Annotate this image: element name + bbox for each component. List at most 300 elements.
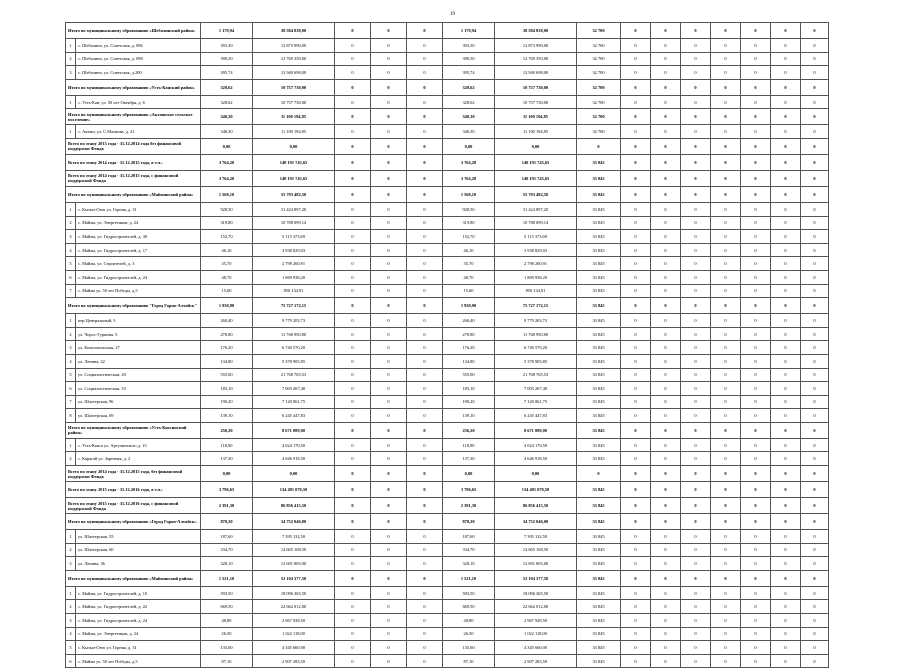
table-cell: 0 (711, 395, 741, 409)
table-cell: 328,10 (443, 557, 495, 571)
table-cell: 0 (741, 654, 771, 668)
table-cell: 260,40 (443, 314, 495, 328)
table-cell: 0 (407, 382, 443, 396)
table-cell: 0 (371, 216, 407, 230)
row-address: с. Шебалино, ул. Советская, д.200 (76, 66, 201, 80)
table-row (66, 216, 829, 230)
table-cell: 0 (621, 109, 651, 125)
table-cell: 3 796,65 (201, 482, 253, 498)
row-number: 8 (66, 409, 76, 423)
table-cell: 0 (651, 452, 681, 466)
table-cell: 0 (371, 39, 407, 53)
table-cell: 0 (651, 498, 681, 514)
table-cell: 0 (371, 109, 407, 125)
table-row (66, 614, 829, 628)
table-cell: 0 (371, 614, 407, 628)
table-cell: 48,80 (201, 614, 253, 628)
table-cell: 0 (335, 230, 371, 244)
table-cell: 0 (621, 257, 651, 271)
table-cell: 0 (407, 466, 443, 482)
table-cell: 2 798 260,91 (495, 257, 577, 271)
table-cell: 0 (335, 66, 371, 80)
table-cell: 0 (407, 586, 443, 600)
table-cell: 0 (801, 39, 829, 53)
table-cell: 0 (651, 627, 681, 641)
table-cell: 0 (371, 395, 407, 409)
table-cell: 0 (741, 586, 771, 600)
table-cell: 0 (801, 600, 829, 614)
table-cell: 0 (801, 654, 829, 668)
table-cell: 33 845 (577, 186, 621, 202)
table-cell: 0 (371, 138, 407, 154)
table-cell: 0 (771, 641, 801, 655)
table-cell: 0 (711, 109, 741, 125)
table-cell: 33 845 (577, 614, 621, 628)
table-cell: 395,74 (443, 66, 495, 80)
table-cell: 3 938 829,03 (495, 243, 577, 257)
table-cell: 340,30 (201, 109, 253, 125)
table-cell: 0 (771, 270, 801, 284)
table-cell: 134 481 070,50 (495, 482, 577, 498)
table-cell: 11 100 194,85 (253, 109, 335, 125)
row-address: ул. Шахтерская, 60 (76, 543, 201, 557)
table-cell: 0 (335, 298, 371, 314)
row-label: Итого по муниципальному образованию «Усть-Канский район» (66, 79, 201, 95)
table-cell: 2 967 928,50 (495, 614, 577, 628)
table-cell: 0 (371, 514, 407, 530)
row-label: Всего по этапу 2013 года - 31.12.2014 года без финансовой поддержки Фонда (66, 138, 201, 154)
table-cell: 0 (771, 95, 801, 109)
table-cell: 278,80 (443, 327, 495, 341)
table-cell: 75 727 172,15 (495, 298, 577, 314)
table-cell: 0 (711, 409, 741, 423)
table-cell: 0 (711, 438, 741, 452)
row-label: Итого по муниципальному образованию «Город Горно-Алтайск» (66, 514, 201, 530)
table-cell: 0 (371, 466, 407, 482)
table-cell: 0 (681, 95, 711, 109)
table-row (66, 382, 829, 396)
table-cell: 0 (335, 202, 371, 216)
table-cell: 0 (621, 438, 651, 452)
table-cell: 593,50 (443, 586, 495, 600)
table-cell: 0 (741, 438, 771, 452)
table-cell: 0 (335, 395, 371, 409)
row-address: с. Майма, ул. Гидростроителей, д. 10 (76, 586, 201, 600)
table-cell: 183,10 (201, 382, 253, 396)
table-cell: 38 584 838,00 (253, 23, 335, 39)
table-cell: 33 845 (577, 170, 621, 186)
table-row (66, 395, 829, 409)
table-cell: 0 (801, 498, 829, 514)
table-cell: 0 (771, 586, 801, 600)
table-cell: 10 757 730,00 (253, 79, 335, 95)
table-cell: 55 793 482,50 (495, 186, 577, 202)
table-cell: 5 115 373,69 (495, 230, 577, 244)
table-cell: 0 (335, 52, 371, 66)
table-cell: 0 (407, 543, 443, 557)
table-cell: 0 (407, 654, 443, 668)
summary-row (66, 79, 829, 95)
row-address: с. Шебалино, ул. Советская, д. 096 (76, 39, 201, 53)
row-label: Итого по муниципальному образованию "Город Горно-Алтайск" (66, 298, 201, 314)
table-cell: 0 (741, 216, 771, 230)
table-cell: 0 (407, 600, 443, 614)
table-cell: 0 (335, 452, 371, 466)
table-cell: 2 967 928,50 (253, 614, 335, 628)
table-cell: 33 845 (577, 270, 621, 284)
table-cell: 0 (681, 79, 711, 95)
table-cell: 0,00 (443, 138, 495, 154)
table-cell: 256,20 (201, 422, 253, 438)
table-cell: 0 (771, 138, 801, 154)
row-label: Итого по муниципальному образованию «Усть-Коксинский район» (66, 422, 201, 438)
table-cell: 340,30 (443, 109, 495, 125)
table-cell: 0 (741, 243, 771, 257)
table-cell: 0 (335, 514, 371, 530)
table-cell: 0 (407, 395, 443, 409)
table-cell: 0 (621, 368, 651, 382)
table-row (66, 125, 829, 139)
table-cell: 33 845 (577, 409, 621, 423)
table-cell: 0 (335, 23, 371, 39)
table-cell: 0 (771, 109, 801, 125)
table-cell: 176,20 (201, 341, 253, 355)
table-cell: 0 (621, 284, 651, 298)
table-cell: 140 191 743,65 (253, 154, 335, 170)
table-cell: 0 (407, 422, 443, 438)
table-cell: 0 (771, 466, 801, 482)
table-cell: 0 (681, 570, 711, 586)
table-cell: 0 (771, 243, 801, 257)
table-cell: 0 (801, 257, 829, 271)
table-cell: 0 (741, 627, 771, 641)
table-cell: 0 (335, 186, 371, 202)
table-cell: 0 (711, 186, 741, 202)
table-cell: 0 (371, 498, 407, 514)
table-cell: 140 191 743,65 (495, 170, 577, 186)
row-number: 1 (66, 95, 76, 109)
table-cell: 48,70 (201, 270, 253, 284)
table-cell: 0 (621, 216, 651, 230)
table-cell: 7 395 132,50 (253, 530, 335, 544)
table-cell: 32 700 (577, 66, 621, 80)
table-cell: 0 (651, 409, 681, 423)
table-cell: 0 (407, 482, 443, 498)
summary-row (66, 109, 829, 125)
table-cell: 10 757 730,00 (495, 79, 577, 95)
table-cell: 0 (711, 627, 741, 641)
table-cell: 0 (371, 257, 407, 271)
table-cell: 4 646 918,50 (253, 452, 335, 466)
table-cell: 0 (651, 543, 681, 557)
table-cell: 395,74 (201, 66, 253, 80)
table-cell: 328,62 (443, 95, 495, 109)
table-cell: 3 938 829,03 (253, 243, 335, 257)
table-cell: 0 (651, 39, 681, 53)
table-cell: 0 (681, 314, 711, 328)
table-cell: 0 (651, 341, 681, 355)
table-cell: 0 (651, 230, 681, 244)
summary-row (66, 422, 829, 438)
table-cell: 1 022 118,00 (495, 627, 577, 641)
table-cell: 4 024 170,50 (495, 438, 577, 452)
table-cell: 12 691 805,00 (495, 557, 577, 571)
table-cell: 0 (771, 543, 801, 557)
table-cell: 0 (407, 257, 443, 271)
table-cell: 0 (371, 230, 407, 244)
table-cell: 4 646 918,50 (495, 452, 577, 466)
table-cell: 0 (371, 654, 407, 668)
row-address: ул. Ленина, 22 (76, 354, 201, 368)
table-cell: 0 (371, 270, 407, 284)
table-cell: 0 (741, 23, 771, 39)
table-cell: 0 (741, 95, 771, 109)
table-cell: 0 (771, 66, 801, 80)
table-cell: 0 (335, 39, 371, 53)
table-cell: 0 (651, 186, 681, 202)
table-cell: 319,80 (443, 216, 495, 230)
table-cell: 0 (681, 39, 711, 53)
table-cell: 0 (711, 95, 741, 109)
table-cell: 11 100 194,85 (253, 125, 335, 139)
table-cell: 928,50 (443, 202, 495, 216)
table-cell: 0 (651, 641, 681, 655)
table-row (66, 557, 829, 571)
table-cell: 0 (711, 654, 741, 668)
table-cell: 0 (801, 395, 829, 409)
table-cell: 0 (741, 570, 771, 586)
row-address: с. Майма, ул. Строителей, д. 3 (76, 257, 201, 271)
table-cell: 0 (801, 466, 829, 482)
row-number: 1 (66, 438, 76, 452)
table-row (66, 230, 829, 244)
table-cell: 0 (681, 138, 711, 154)
table-cell: 0 (651, 23, 681, 39)
table-cell: 26,50 (201, 627, 253, 641)
table-cell: 0 (335, 498, 371, 514)
table-cell: 0 (335, 409, 371, 423)
table-cell: 0 (335, 284, 371, 298)
table-cell: 0 (771, 654, 801, 668)
table-cell: 0 (621, 186, 651, 202)
table-row (66, 66, 829, 80)
table-cell: 0 (371, 95, 407, 109)
table-cell: 2 907 283,50 (495, 654, 577, 668)
table-cell: 0 (771, 498, 801, 514)
table-cell: 0 (801, 284, 829, 298)
table-cell: 0 (681, 395, 711, 409)
table-cell: 14 665 108,50 (253, 543, 335, 557)
table-cell: 4 345 660,00 (495, 641, 577, 655)
table-cell: 0 (771, 257, 801, 271)
table-cell: 0 (335, 257, 371, 271)
table-cell: 46,10 (443, 243, 495, 257)
row-address: с. Усть-Кан, ул. 50 лет Октября, д. 6 (76, 95, 201, 109)
table-cell: 0 (801, 138, 829, 154)
table-cell: 0 (407, 52, 443, 66)
table-cell: 0 (651, 514, 681, 530)
table-cell: 7 003 267,40 (495, 382, 577, 396)
table-cell: 152,70 (443, 230, 495, 244)
table-cell: 0 (801, 125, 829, 139)
table-cell: 0 (371, 641, 407, 655)
table-cell: 0 (621, 52, 651, 66)
table-cell: 0 (371, 422, 407, 438)
table-cell: 0 (771, 79, 801, 95)
row-address: с. Майма ул. 50 лет Победы, д.5 (76, 284, 201, 298)
table-cell: 32 700 (577, 39, 621, 53)
table-cell: 0 (407, 79, 443, 95)
table-cell: 0 (407, 23, 443, 39)
table-cell: 0 (335, 557, 371, 571)
table-cell: 34 752 046,00 (253, 514, 335, 530)
table-cell: 0 (371, 79, 407, 95)
row-address: с. Майма, ул. Гидростроителей, д. 24 (76, 614, 201, 628)
table-cell: 0 (681, 498, 711, 514)
table-cell: 12 940 698,00 (253, 66, 335, 80)
table-cell: 0 (771, 284, 801, 298)
table-cell: 0 (651, 66, 681, 80)
row-number: 2 (66, 543, 76, 557)
row-number: 3 (66, 557, 76, 571)
table-cell: 0 (771, 452, 801, 466)
table-cell: 0 (711, 543, 741, 557)
table-cell: 0 (621, 382, 651, 396)
table-cell: 11 768 950,80 (253, 327, 335, 341)
table-cell: 0 (771, 202, 801, 216)
table-cell: 3 764,20 (201, 170, 253, 186)
table-cell: 0 (621, 586, 651, 600)
table-cell: 0 (711, 79, 741, 95)
table-cell: 0 (407, 641, 443, 655)
row-address: ул. Шахтерская, 96 (76, 395, 201, 409)
table-cell: 0 (771, 52, 801, 66)
table-cell: 0 (801, 530, 829, 544)
table-cell: 12 769 350,00 (253, 52, 335, 66)
table-cell: 0 (741, 368, 771, 382)
table-cell: 390,50 (201, 52, 253, 66)
table-cell: 0 (801, 422, 829, 438)
table-cell: 0 (407, 557, 443, 571)
table-cell: 0 (771, 514, 801, 530)
table-cell: 0 (651, 95, 681, 109)
table-cell: 0 (681, 543, 711, 557)
table-cell: 0 (711, 216, 741, 230)
table-cell: 0 (681, 614, 711, 628)
table-cell: 0 (407, 202, 443, 216)
row-number: 5 (66, 641, 76, 655)
table-cell: 278,80 (201, 327, 253, 341)
table-cell: 12 940 698,00 (495, 66, 577, 80)
table-cell: 0 (407, 39, 443, 53)
table-cell: 0 (681, 257, 711, 271)
table-cell: 0,00 (201, 138, 253, 154)
table-cell: 21 768 765,53 (253, 368, 335, 382)
table-cell: 0 (335, 243, 371, 257)
table-cell: 134,80 (201, 354, 253, 368)
row-address: с. Карагай ул. Заречная, д. 2 (76, 452, 201, 466)
table-cell: 87,10 (201, 654, 253, 668)
table-cell: 33 845 (577, 257, 621, 271)
table-cell: 1 179,94 (443, 23, 495, 39)
table-cell: 3 764,20 (443, 154, 495, 170)
table-cell: 334,70 (201, 543, 253, 557)
table-cell: 35,70 (201, 257, 253, 271)
table-cell: 0 (711, 641, 741, 655)
table-cell: 0 (651, 154, 681, 170)
table-cell: 390,50 (443, 52, 495, 66)
table-cell: 870,20 (201, 514, 253, 530)
page-number: 19 (450, 12, 455, 17)
table-cell: 0 (621, 23, 651, 39)
table-row (66, 641, 829, 655)
table-cell: 0 (335, 79, 371, 95)
table-cell: 0 (621, 39, 651, 53)
table-cell: 0 (771, 170, 801, 186)
table-cell: 7 120 061,75 (495, 395, 577, 409)
table-cell: 856 134,91 (253, 284, 335, 298)
table-row (66, 438, 829, 452)
table-cell: 0 (681, 586, 711, 600)
table-cell: 0 (407, 627, 443, 641)
table-cell: 0 (407, 530, 443, 544)
table-cell: 0 (741, 314, 771, 328)
table-cell: 33 845 (577, 202, 621, 216)
table-cell: 0 (681, 422, 711, 438)
table-cell: 0 (801, 586, 829, 600)
table-cell: 0 (407, 216, 443, 230)
row-address: с. Майма, ул. Энергетиков, д. 24 (76, 627, 201, 641)
table-cell: 0 (651, 202, 681, 216)
table-cell: 0 (711, 298, 741, 314)
table-cell: 0 (801, 409, 829, 423)
table-cell: 0 (651, 298, 681, 314)
table-cell: 137,30 (201, 452, 253, 466)
table-cell: 0 (681, 600, 711, 614)
table-cell: 0 (681, 438, 711, 452)
table-cell: 0 (407, 570, 443, 586)
table-cell: 0 (711, 354, 741, 368)
table-cell: 1 930,90 (201, 298, 253, 314)
table-cell: 0 (681, 66, 711, 80)
table-cell: 0 (621, 170, 651, 186)
summary-row (66, 570, 829, 586)
table-cell: 0 (621, 298, 651, 314)
table-cell: 0 (407, 354, 443, 368)
table-cell: 0 (335, 641, 371, 655)
table-cell: 0 (771, 409, 801, 423)
table-cell: 0 (681, 452, 711, 466)
table-cell: 152,70 (201, 230, 253, 244)
table-cell: 5 378 905,85 (253, 354, 335, 368)
table-row (66, 368, 829, 382)
table-cell: 14 665 108,50 (495, 543, 577, 557)
table-cell: 4 345 660,00 (253, 641, 335, 655)
table-cell: 0 (741, 614, 771, 628)
table-row (66, 627, 829, 641)
table-cell: 0 (711, 39, 741, 53)
row-number: 4 (66, 354, 76, 368)
table-cell: 0 (741, 354, 771, 368)
table-cell: 0 (771, 438, 801, 452)
table-cell: 118,90 (201, 438, 253, 452)
row-number: 3 (66, 230, 76, 244)
row-number: 4 (66, 243, 76, 257)
table-cell: 0 (771, 368, 801, 382)
table-cell: 0 (741, 154, 771, 170)
table-cell: 33 845 (577, 243, 621, 257)
row-address: с. Майма ул. 50 лет Победы, д.5 (76, 654, 201, 668)
